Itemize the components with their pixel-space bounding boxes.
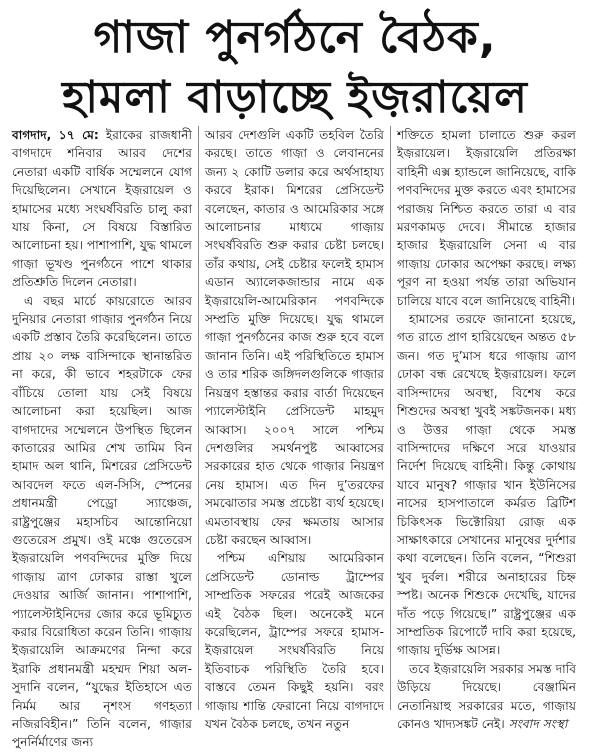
dateline: বাগদাদ, ১৭ মে: [12,128,99,142]
headline-line-2: হামলা বাড়াচ্ছে ইজ়রায়েল [62,72,528,123]
paragraph: হামাসের তরফে জানানো হয়েছে, গত রাতে প্রাণ হারিয়েছেন অন্তত ৫৮ জন। গত দু’মাস ধরে গাজ়ায় ত্রাণ ঢোকা বন্ধ রেখেছে ইজ়রায়েল। ফলে বাসিন্দাদের অবস্থা, বিশেষ করে শিশুদের অবস্থা খুবই সঙ্কটজনক। মধ্য ও উত্তর গাজ়া থেকে সমস্ত বাসিন্দাদের দক্ষিণে সরে যাওয়ার নির্দেশ দিয়েছে বাহিনী। কিন্তু কোথায় যাবে মানুষ? গাজ়ার খান ইউনিসের নাসের হাসপাতালে কর্মরত ব্রিটিশ চিকিৎসক ভিক্টোরিয়া রোজ় এক সাক্ষাৎকারে সেখানের মানুষের দুর্দশার কথা বলেছেন। তিনি বলেন, “শিশুরা খুব দুর্বল। শরীরে অনাহারের চিহ্ন স্পষ্ট। অনেক শিশুকে দেখেছি, যাদের দাঁত পড়ে গিয়েছে।” রাষ্ট্রপুঞ্জের এক সাম্প্রতিক রিপোর্টে দাবি করা হয়েছে, গাজ়ায় দুর্ভিক্ষ আসন্ন। [397,312,576,658]
article-column-3 [390,126,582,731]
paragraph: এ বছর মার্চে কায়রোতে আরব দুনিয়ার নেতারা গাজ়ার পুনর্গঠন নিয়ে একটি প্রস্তাব তৈরি করেছিলেন। তাতে প্রায় ২০ লক্ষ বাসিন্দাকে স্থানান্তরিত না করে, কী ভাবে শহরটাকে ফের বাঁচিয়ে তোলা যায় সেই বিষয়ে আলোচনা করা হয়েছিল। আজ বাগদাদের সম্মেলনে উপস্থিত ছিলেন কাতারের আমির শেখ তামিম বিন হামাদ অল থানি, মিশরের প্রেসিডেন্ট আবদেল ফতে এল-সিসি, স্পেনের প্রধানমন্ত্রী পেড্রো স্যাঞ্চেজ, রাষ্ট্রপুঞ্জের মহাসচিব আন্তোনিয়ো গুতেরেস প্রমুখ। ওই মঞ্চে গুতেরেস ইজ়রায়েলি পণবন্দিদের মুক্তি দিয়ে গাজ়ায় ত্রাণ ঢোকার রাস্তা খুলে দেওয়ার আর্জি জানান। পাশাপাশি, প্যালেস্টাইনিদের জোর করে ভূমিচ্যুত করার বিরোধিতা করেন তিনি। গাজ়ায় ইজ়রায়েলি আক্রমণের নিন্দা করে ইরাকি প্রধানমন্ত্রী মহম্মদ শিয়া অল-সুদানি বলেন, “যুদ্ধের ইতিহাসে এত নির্মম আর নৃশংস গণহত্যা নজিরবিহীন।” তিনি বলেন, গাজ়ার পুনর্নির্মাণের জন্য [12,293,192,750]
article-column-1 [6,126,198,750]
paragraph-text: তবে ইজ়রায়েলি সরকার সমস্ত দাবি উড়িয়ে দিয়েছে। বেঞ্জামিন নেতানিয়াহু সরকারের মতে, গাজ়ায় কোনও খাদ্যসঙ্কট নেই। [397,661,576,731]
paragraph: আরব দেশগুলি একটি তহবিল তৈরি করছে। তাতে গাজ়া ও লেবাননের জন্য ২ কোটি ডলার করে অর্থসাহায্য করবে ইরাক। মিশরের প্রেসিডেন্ট বলেছেন, কাতার ও আমেরিকার সঙ্গে আলোচনার মাধ্যমে গাজ়ায় সংঘর্ষবিরতি শুরু করার চেষ্টা চলছে। তাঁর কথায়, সেই চেষ্টার ফলেই হামাস এডান অ্যালেকজান্ডার নামে এক ইজ়রায়েলি-আমেরিকান পণবন্দিকে সম্প্রতি মুক্তি দিয়েছে। যুদ্ধ থামলে গাজ়া পুনর্গঠনের কাজ শুরু হবে বলে জানান তিনি। এই পরিস্থিতিতে হামাস ও তার শরিক জঙ্গিদলগুলিকে গাজ়ার নিয়ন্ত্রণ হস্তান্তর করার বার্তা দিয়েছেন প্যালেস্টাইনি প্রেসিডেন্ট মাহমুদ আব্বাস। ২০০৭ সালে পশ্চিম দেশগুলির সমর্থনপুষ্ট আব্বাসের সরকারের হাত থেকে গাজ়ার নিয়ন্ত্রণ নেয় হামাস। এত দিন দু’তরফের সমঝোতার সমস্ত প্রচেষ্টা ব্যর্থ হয়েছে। এমতাবস্থায় ফের ক্ষমতায় আসার চেষ্টা করছেন আব্বাস। [205,128,384,547]
news-agency-credit: সংবাদ সংস্থা [508,717,568,731]
headline-line-1: গাজা পুনর্গঠনে বৈঠক, [93,12,497,63]
article-column-2 [198,126,390,731]
paragraph [397,660,576,734]
paragraph [12,126,192,292]
paragraph: পশ্চিম এশিয়ায় আমেরিকান প্রেসিডেন্ট ডোনাল্ড ট্রাম্পের সাম্প্রতিক সফরের পরেই আজকের এই বৈঠক ছিল। অনেকেই মনে করেছিলেন, ট্রাম্পের সফরে হামাস-ইজ়রায়েল সংঘর্ষবিরতি নিয়ে ইতিবাচক পরিস্থিতি তৈরি হবে। বাস্তবে তেমন কিছুই হয়নি। বরং গাজ়ায় শান্তি ফেরানো নিয়ে বাগদাদে যখন বৈঠক চলছে, তখন নতুন [205,551,384,731]
headline [8,8,582,128]
article-body [6,126,584,750]
paragraph: শক্তিতে হামলা চালাতে শুরু করল ইজ়রায়েল। ইজ়রায়েলি প্রতিরক্ষা বাহিনী এক্স হ্যান্ডলে জানিয়েছে, বাকি পণবন্দিদের মুক্ত করতে এবং হামাসের পরাজয় নিশ্চিত করতে তারা এ বার মরণকামড় দেবে। সীমান্তে হাজার হাজার ইজ়রায়েলি সেনা এ বার গাজ়ায় ঢোকার অপেক্ষা করছে। লক্ষ্য পূরণ না হওয়া পর্যন্ত তারা অভিযান চালিয়ে যাবে বলে জানিয়েছে বাহিনী। [397,128,576,308]
paragraph-text: ইরাকের রাজধানী বাগদাদে শনিবার আরব দেশের নেতারা একটি বার্ষিক সম্মেলনে যোগ দিয়েছিলেন। সেখানে ইজ়রায়েল ও হামাসের মধ্যে সংঘর্ষবিরতি চালু করা যায় কিনা, সে বিষয়ে বিস্তারিত আলোচনা হয়। পাশাপাশি, যুদ্ধ থামলে গাজ়া ভূখণ্ড পুনর্গঠনে পাশে থাকার প্রতিশ্রুতি দিলেন নেতারা। [12,128,192,290]
